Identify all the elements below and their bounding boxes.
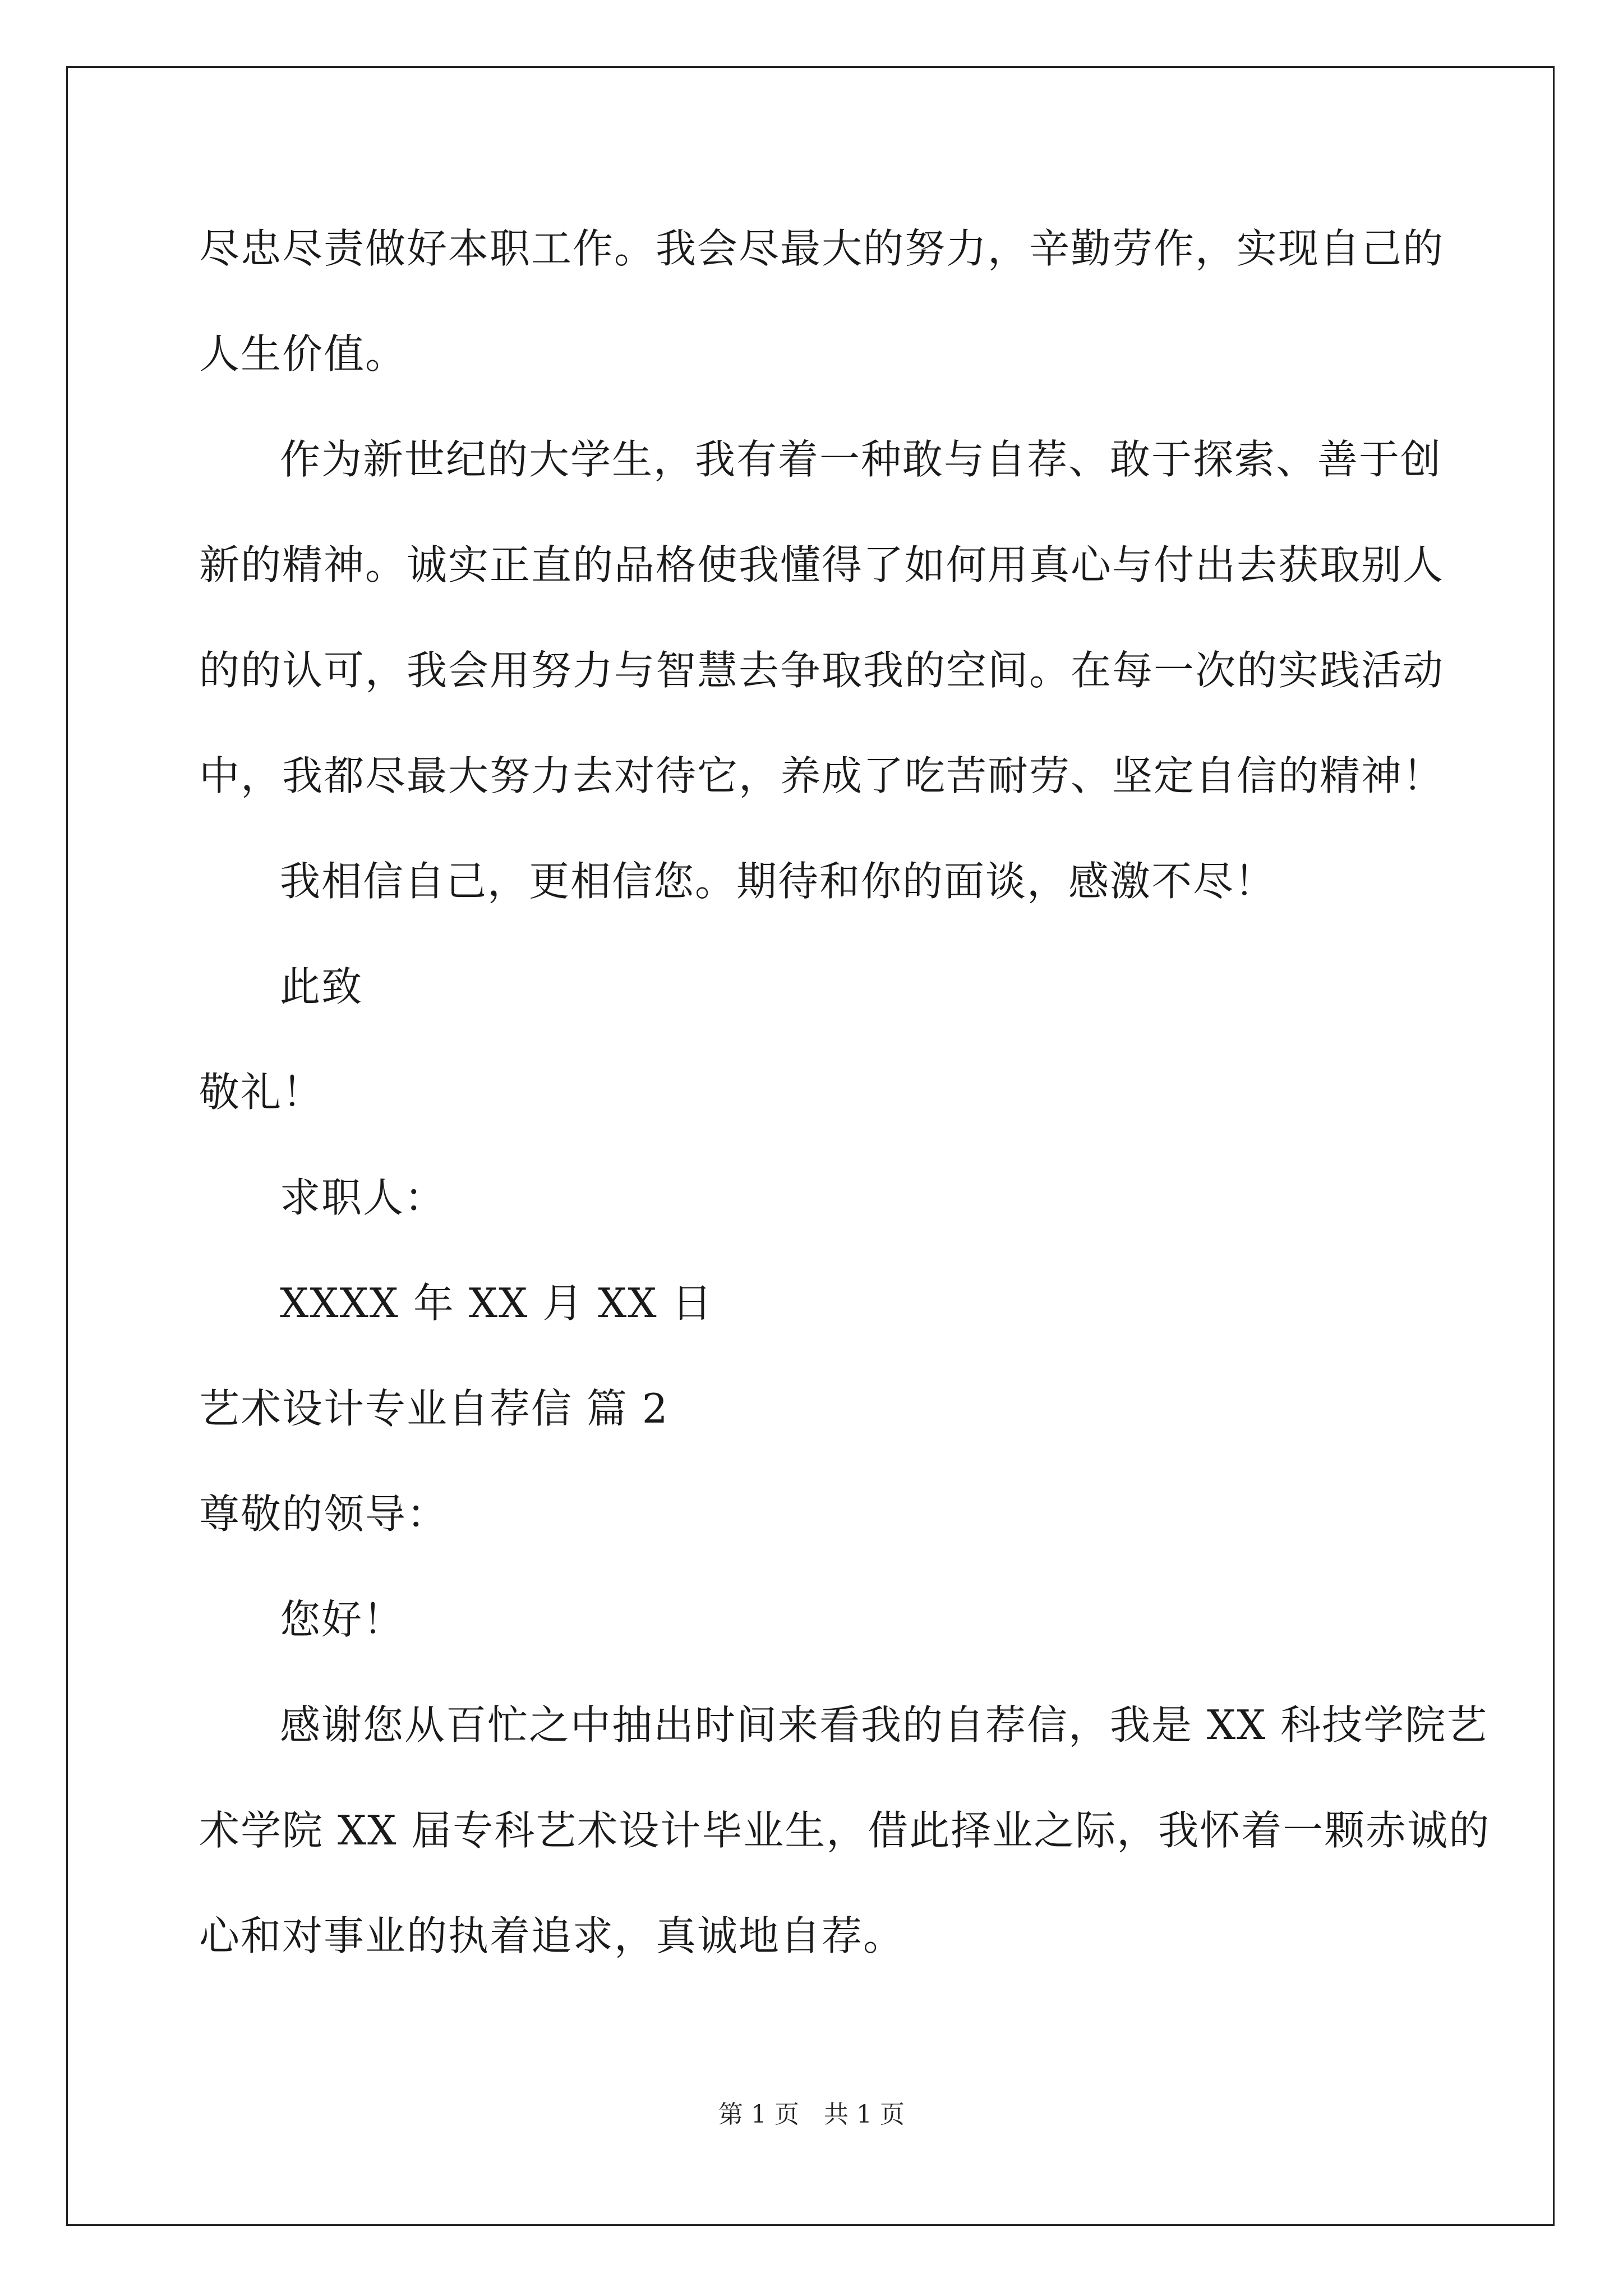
body-line: 的的认可，我会用努力与智慧去争取我的空间。在每一次的实践活动 xyxy=(199,647,1445,694)
body-line: 术学院 XX 届专科艺术设计毕业生，借此择业之际，我怀着一颗赤诚的 xyxy=(199,1807,1491,1854)
signature-label: 求职人： xyxy=(280,1174,446,1221)
body-line: 新的精神。诚实正直的品格使我懂得了如何用真心与付出去获取别人 xyxy=(199,541,1445,588)
greeting: 尊敬的领导： xyxy=(199,1490,449,1538)
section-title: 艺术设计专业自荐信 篇 2 xyxy=(199,1385,669,1432)
greeting-hello: 您好！ xyxy=(280,1596,405,1643)
body-line: 人生价值。 xyxy=(199,330,407,378)
salutation-regards: 敬礼！ xyxy=(199,1069,324,1116)
page-border xyxy=(66,66,1555,2226)
page-number-footer: 第 1 页 共 1 页 xyxy=(718,2100,905,2129)
body-line: 尽忠尽责做好本职工作。我会尽最大的努力，辛勤劳作，实现自己的 xyxy=(199,225,1445,272)
body-line: 我相信自己，更相信您。期待和你的面谈，感激不尽！ xyxy=(280,858,1276,905)
body-line: 心和对事业的执着追求，真诚地自荐。 xyxy=(199,1912,905,1959)
body-line: 中，我都尽最大努力去对待它，养成了吃苦耐劳、坚定自信的精神！ xyxy=(199,752,1445,799)
body-line: 感谢您从百忙之中抽出时间来看我的自荐信，我是 XX 科技学院艺 xyxy=(280,1701,1488,1749)
date-line: XXXX 年 XX 月 XX 日 xyxy=(280,1280,713,1327)
body-line: 作为新世纪的大学生，我有着一种敢与自荐、敢于探索、善于创 xyxy=(280,436,1442,483)
salutation-closing: 此致 xyxy=(280,963,363,1010)
